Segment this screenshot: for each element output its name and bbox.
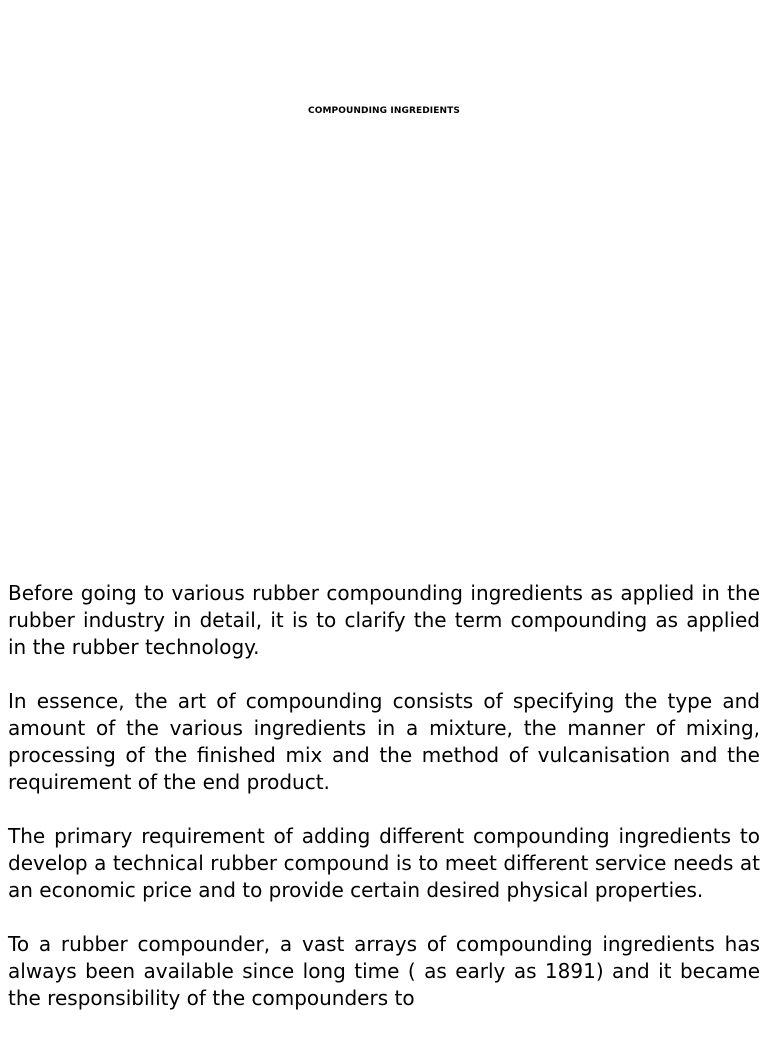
document-body: [8, 580, 760, 1039]
paragraph-art-of-compounding: In essence, the art of compounding consists of specifying the type and amount of the various ingredients in a mixture, the manner of mixing, processing of the finished mix and the method of vulcanisation and the requirement of the end product.: [8, 689, 760, 794]
paragraph-compounding-definition: Before going to various rubber compounding ingredients as applied in the rubber industry in detail, it is to clarify the term compounding as applied in the rubber technology.: [8, 581, 760, 659]
document-title: COMPOUNDING INGREDIENTS: [308, 106, 460, 116]
paragraph-primary-requirement: The primary requirement of adding different compounding ingredients to develop a technical rubber compound is to meet different service needs at an economic price and to provide certain desired physical properties.: [8, 824, 760, 902]
paragraph-compounder-ingredients: To a rubber compounder, a vast arrays of compounding ingredients has always been available since long time ( as early as 1891) and it became the responsibility of the compounders to: [8, 932, 760, 1010]
